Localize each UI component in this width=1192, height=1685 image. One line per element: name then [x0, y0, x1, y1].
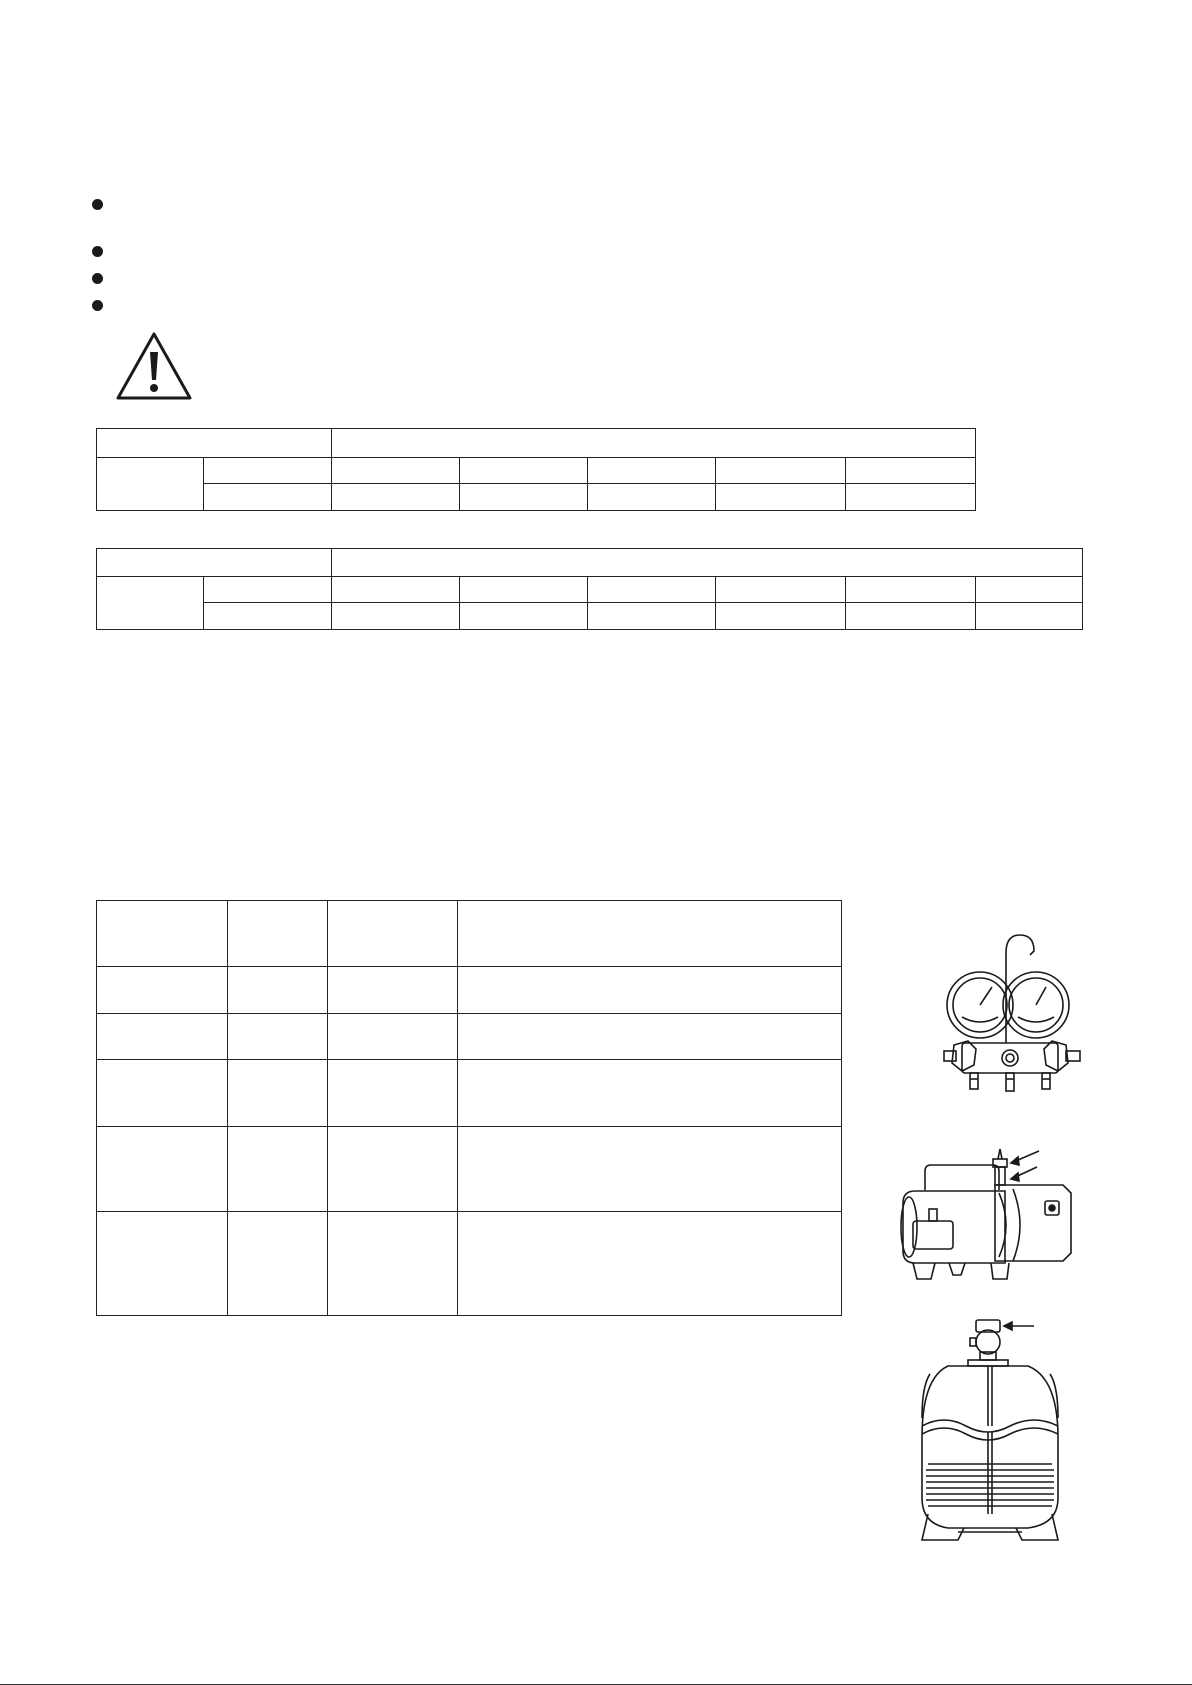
table-cell: [228, 901, 328, 967]
table-cell: [458, 1060, 842, 1127]
table-cell: [97, 577, 204, 630]
table-cell: [204, 577, 332, 603]
table-row: [97, 1127, 842, 1212]
spec-table-1: [96, 428, 976, 511]
table-cell: [588, 458, 716, 484]
table-cell: [204, 458, 332, 484]
table-cell: [97, 549, 332, 577]
table-cell: [328, 1127, 458, 1212]
table-cell: [458, 1014, 842, 1060]
table-cell: [458, 967, 842, 1014]
table-cell: [97, 1060, 228, 1127]
table-cell: [228, 1014, 328, 1060]
table-cell: [332, 549, 1083, 577]
table-cell: [976, 603, 1083, 630]
table-cell: [716, 484, 846, 511]
gauge-manifold-icon: [940, 925, 1110, 1100]
table-cell: [846, 484, 976, 511]
table-cell: [460, 577, 588, 603]
table-row: [97, 429, 976, 458]
table-cell: [97, 967, 228, 1014]
table-cell: [588, 603, 716, 630]
table-cell: [716, 577, 846, 603]
table-cell: [332, 484, 460, 511]
table-cell: [97, 1014, 228, 1060]
table-cell: [97, 1212, 228, 1316]
table-cell: [228, 1127, 328, 1212]
table-cell: [332, 577, 460, 603]
table-cell: [716, 603, 846, 630]
table-row: [97, 1060, 842, 1127]
table-cell: [458, 1212, 842, 1316]
vacuum-pump-icon: [895, 1145, 1090, 1290]
table-row: [97, 549, 1083, 577]
bullet-point: [92, 199, 103, 210]
table-cell: [460, 603, 588, 630]
table-row: [97, 967, 842, 1014]
table-cell: [328, 1014, 458, 1060]
table-cell: [976, 577, 1083, 603]
table-cell: [332, 458, 460, 484]
table-cell: [328, 967, 458, 1014]
table-cell: [204, 484, 332, 511]
table-cell: [97, 901, 228, 967]
table-cell: [458, 901, 842, 967]
table-cell: [460, 458, 588, 484]
warning-triangle-icon: [114, 330, 194, 402]
table-cell: [328, 1060, 458, 1127]
table-cell: [97, 458, 204, 511]
bullet-point: [92, 300, 103, 311]
spec-table-2: [96, 548, 1083, 630]
table-cell: [458, 1127, 842, 1212]
table-row: [97, 901, 842, 967]
table-cell: [328, 1212, 458, 1316]
table-row: [97, 458, 976, 484]
table-cell: [716, 458, 846, 484]
bullet-point: [92, 246, 103, 257]
table-row: [97, 577, 1083, 603]
table-cell: [332, 429, 976, 458]
bullet-point: [92, 273, 103, 284]
table-cell: [97, 1127, 228, 1212]
table-cell: [328, 901, 458, 967]
refrigerant-cylinder-icon: [918, 1318, 1063, 1543]
table-cell: [846, 603, 976, 630]
table-row: [97, 603, 1083, 630]
table-cell: [97, 429, 332, 458]
table-row: [97, 484, 976, 511]
table-cell: [332, 603, 460, 630]
table-row: [97, 1212, 842, 1316]
table-cell: [460, 484, 588, 511]
table-cell: [228, 967, 328, 1014]
tools-table: [96, 900, 842, 1316]
table-cell: [846, 577, 976, 603]
table-cell: [228, 1060, 328, 1127]
table-cell: [846, 458, 976, 484]
table-cell: [588, 577, 716, 603]
table-row: [97, 1014, 842, 1060]
table-cell: [228, 1212, 328, 1316]
table-cell: [588, 484, 716, 511]
table-cell: [204, 603, 332, 630]
